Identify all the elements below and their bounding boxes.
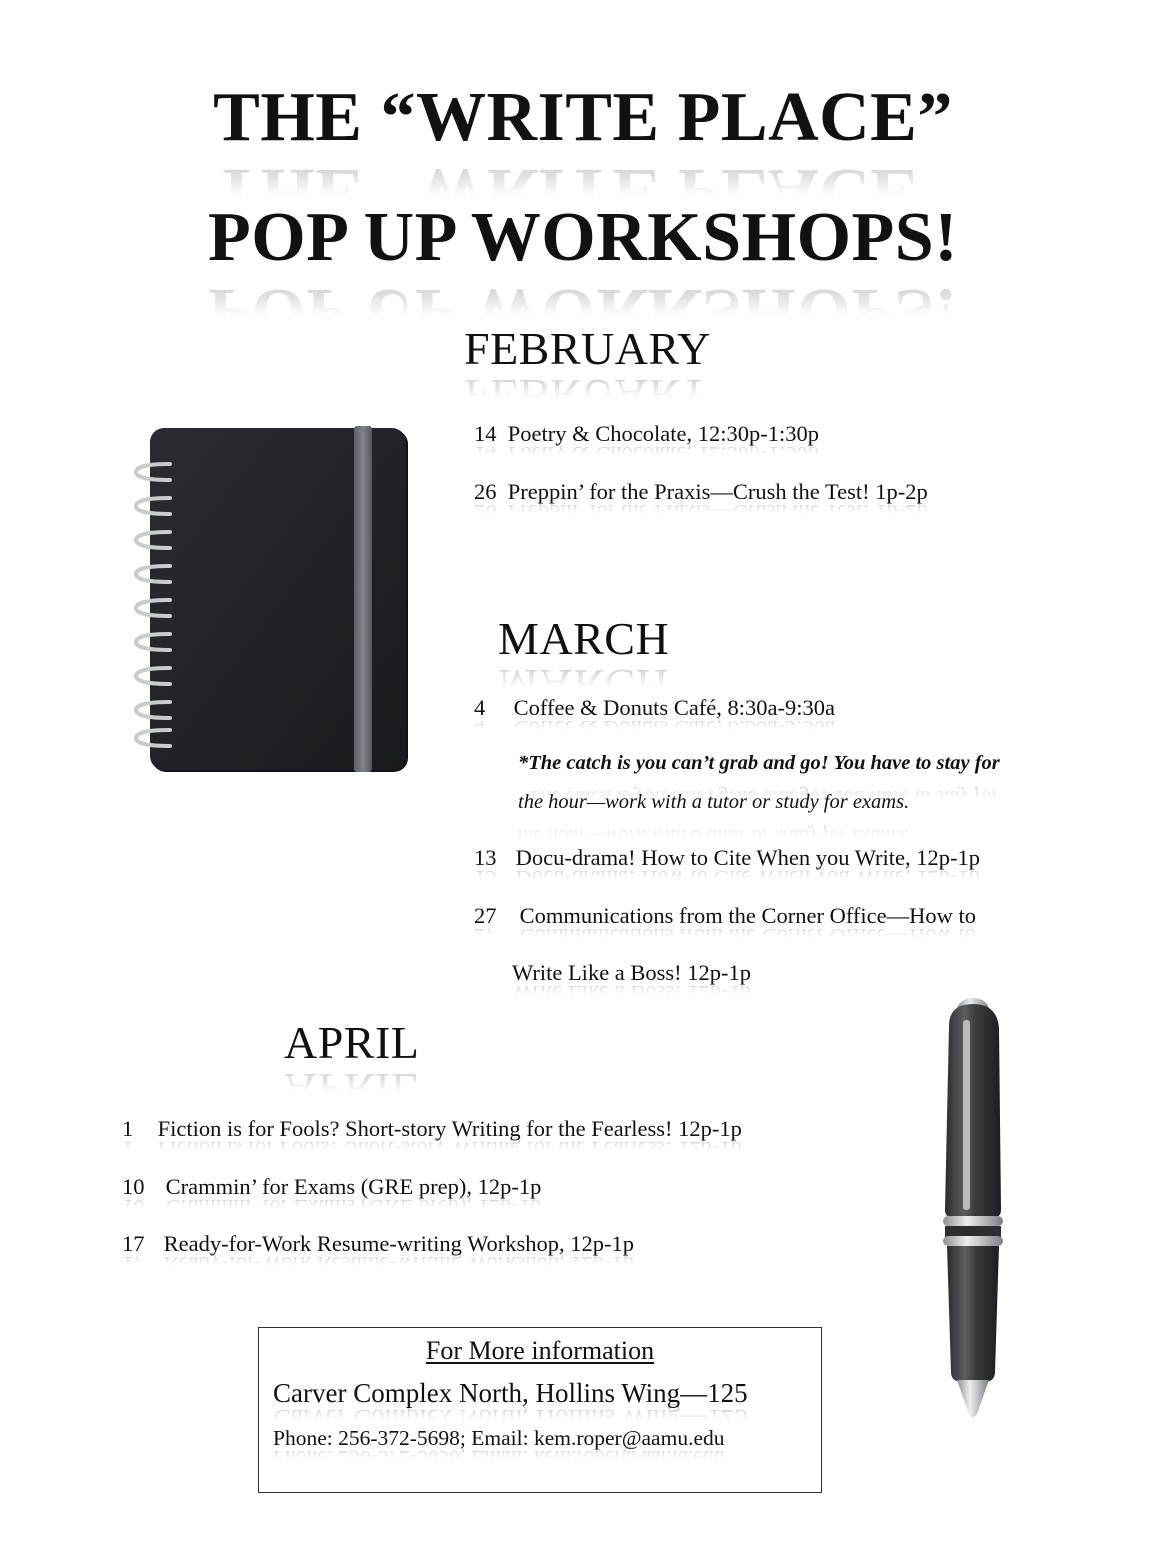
info-box: [258, 1327, 822, 1493]
event-apr-1: [122, 1116, 742, 1142]
event-mar-13: [474, 845, 980, 871]
title-line-1: THE “WRITE PLACE”: [213, 79, 953, 156]
event-text: Communications from the Corner Office—How to: [519, 903, 976, 928]
event-day: 17: [122, 1231, 145, 1256]
event-text: Preppin’ for the Praxis—Crush the Test! 1p-2p: [507, 479, 928, 504]
event-mar-27-line-2: Write Like a Boss! 12p-1p: [512, 960, 752, 985]
month-heading-february: FEBRUARY: [464, 323, 711, 374]
event-day: 13: [474, 845, 497, 870]
spiral-notebook-icon: [134, 424, 410, 774]
event-note: [518, 744, 1058, 822]
note-line-2: the hour—work with a tutor or study for exams.: [518, 791, 910, 813]
event-mar-27: [474, 903, 976, 929]
event-day: 4: [474, 695, 486, 720]
event-apr-17: [122, 1231, 634, 1257]
event-day: 27: [474, 903, 497, 928]
event-day: 14: [474, 421, 497, 446]
event-apr-10: [122, 1174, 541, 1200]
info-contact: Phone: 256-372-5698; Email: kem.roper@aamu.edu: [273, 1426, 725, 1450]
event-text: Coffee & Donuts Café, 8:30a-9:30a: [513, 695, 836, 720]
event-text: Fiction is for Fools? Short-story Writing for the Fearless! 12p-1p: [157, 1116, 742, 1141]
event-feb-26: [474, 479, 928, 505]
event-mar-4: [474, 695, 835, 721]
event-day: 26: [474, 479, 497, 504]
event-text: Ready-for-Work Resume-writing Workshop, 12p-1p: [163, 1231, 635, 1256]
note-line-1: *The catch is you can’t grab and go! You have to stay for: [518, 752, 1000, 774]
event-text: Docu-drama! How to Cite When you Write, 12p-1p: [515, 845, 981, 870]
event-text: Crammin’ for Exams (GRE prep), 12p-1p: [165, 1174, 542, 1199]
pen-icon: [935, 996, 1011, 1420]
month-heading-march: MARCH: [498, 613, 670, 664]
event-day: 10: [122, 1174, 145, 1199]
month-heading-april: APRIL: [284, 1017, 420, 1068]
event-feb-14: [474, 421, 819, 447]
info-location: Carver Complex North, Hollins Wing—125: [273, 1378, 748, 1408]
event-text: Poetry & Chocolate, 12:30p-1:30p: [507, 421, 819, 446]
info-heading: For More information: [425, 1336, 655, 1365]
event-day: 1: [122, 1116, 134, 1141]
title-line-2: POP UP WORKSHOPS!: [207, 199, 959, 276]
